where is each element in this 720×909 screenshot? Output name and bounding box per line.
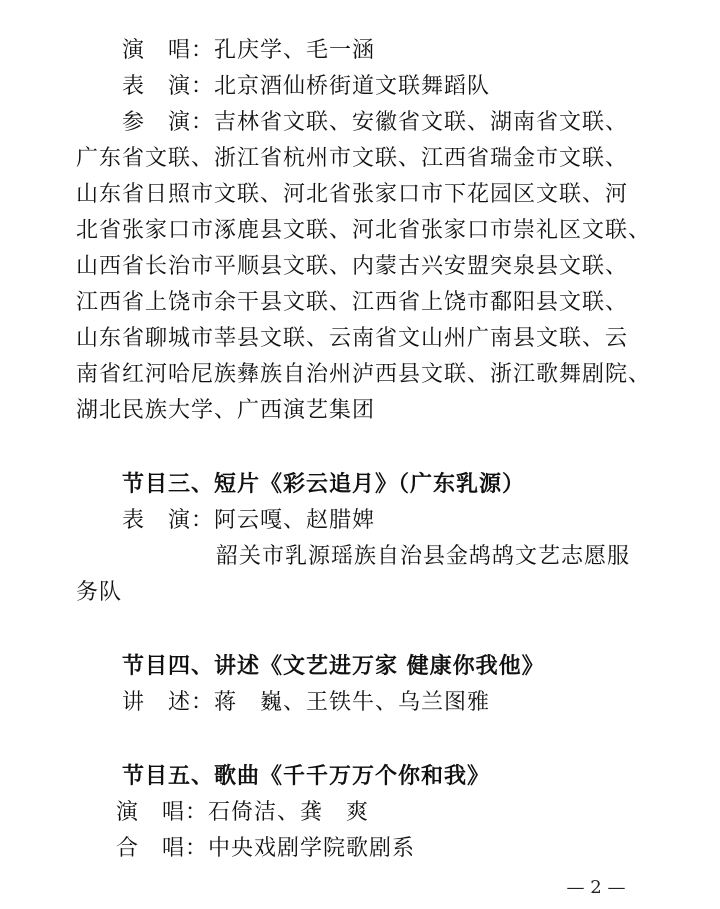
participants-continued-7: 南省红河哈尼族彝族自治州泸西县文联、浙江歌舞剧院、 [76, 362, 652, 387]
participants-label: 参 演： [122, 110, 215, 135]
participants-continued-2: 山东省日照市文联、河北省张家口市下花园区文联、河 [76, 182, 629, 207]
section5-chorus: 中央戏剧学院歌剧系 [208, 836, 416, 861]
participants-line [122, 108, 646, 138]
section3-team-line2: 务队 [76, 580, 123, 605]
singers-line [122, 36, 646, 66]
section3-performers-line [122, 506, 646, 536]
section3-team-line1: 韶关市乳源瑶族自治县金鸪鸪文艺志愿服 [216, 544, 631, 569]
singers-names: 孔庆学、毛一涵 [214, 38, 376, 63]
performers-line [122, 72, 646, 102]
performers-label: 表 演： [122, 74, 215, 99]
participants-continued-1: 广东省文联、浙江省杭州市文联、江西省瑞金市文联、 [76, 146, 629, 171]
participants-continued-8: 湖北民族大学、广西演艺集团 [76, 398, 376, 423]
section4-heading: 节目四、讲述《文艺进万家 健康你我他》 [122, 654, 545, 679]
section5-singers: 石倚洁、龚 爽 [208, 800, 370, 825]
section3-performers-label: 表 演： [122, 508, 215, 533]
section5-chorus-line [116, 834, 646, 864]
participants-continued-6: 山东省聊城市莘县文联、云南省文山州广南县文联、云 [76, 326, 629, 351]
section3-performers: 阿云嘎、赵腊婢 [214, 508, 376, 533]
section4-speakers-label: 讲 述： [122, 690, 215, 715]
page-number: — 2 — [566, 877, 626, 898]
section5-singers-line [116, 798, 646, 828]
section3-heading: 节目三、短片《彩云追月》（广东乳源） [122, 472, 526, 497]
section4-speakers: 蒋 巍、王铁牛、乌兰图雅 [214, 690, 491, 715]
performers-names: 北京酒仙桥街道文联舞蹈队 [214, 74, 491, 99]
section5-heading: 节目五、歌曲《千千万万个你和我》 [122, 764, 491, 789]
section5-singers-label: 演 唱： [116, 800, 209, 825]
section4-speakers-line [122, 688, 646, 718]
participants-names: 吉林省文联、安徽省文联、湖南省文联、 [214, 110, 629, 135]
singers-label: 演 唱： [122, 38, 215, 63]
participants-continued-5: 江西省上饶市余干县文联、江西省上饶市鄱阳县文联、 [76, 290, 629, 315]
participants-continued-4: 山西省长治市平顺县文联、内蒙古兴安盟突泉县文联、 [76, 254, 629, 279]
participants-continued-3: 北省张家口市涿鹿县文联、河北省张家口市崇礼区文联、 [76, 218, 652, 243]
section5-chorus-label: 合 唱： [116, 836, 209, 861]
